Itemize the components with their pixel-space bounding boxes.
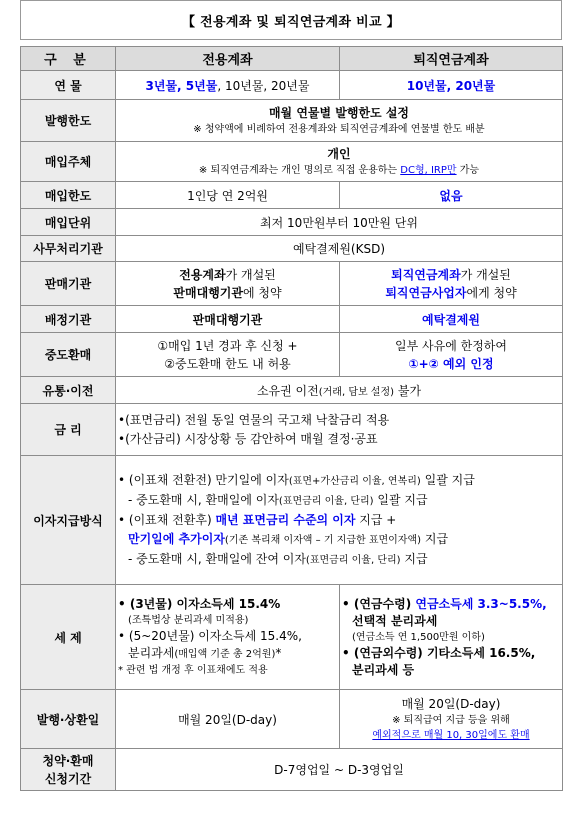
row-label: 판매기관: [21, 262, 116, 306]
row-application-period: [21, 749, 563, 791]
rate-value: •(표면금리) 전월 동일 연물의 국고채 낙찰금리 적용 •(가산금리) 시장상황 등 감안하여 매월 결정·공표: [116, 404, 563, 456]
row-label: 발행한도: [21, 100, 116, 142]
row-transfer: [21, 377, 563, 404]
early-redemption-pension: 일부 사유에 한정하여 ①+② 예외 인정: [340, 333, 563, 377]
row-label: 매입한도: [21, 182, 116, 209]
row-purchase-limit: [21, 182, 563, 209]
row-label: 연 물: [21, 71, 116, 100]
row-label: 중도환매: [21, 333, 116, 377]
row-issue-limit: [21, 100, 563, 142]
row-allocator: [21, 306, 563, 333]
maturity-pension: 10년물, 20년물: [340, 71, 563, 100]
unit-value: 최저 10만원부터 10만원 단위: [116, 209, 563, 236]
row-early-redemption: [21, 333, 563, 377]
document-title: 【 전용계좌 및 퇴직연금계좌 비교 】: [182, 14, 400, 30]
buyer-value: 개인 ※ 퇴직연금계좌는 개인 명의로 직접 운용하는 DC형, IRP만 가능: [116, 142, 563, 182]
comparison-table: [20, 46, 563, 791]
purchase-limit-dedicated: 1인당 연 2억원: [116, 182, 340, 209]
row-interest: [21, 456, 563, 585]
tax-pension: • (연금수령) 연금소득세 3.3~5.5%, 선택적 분리과세 (연금소득 연 1,500만원 이하) • (연금외수령) 기타소득세 16.5%, 분리과세 등: [340, 585, 563, 690]
issue-limit-value: 매월 연물별 발행한도 설정 ※ 청약액에 비례하여 전용계좌와 퇴직연금계좌에 연물별 한도 배분: [116, 100, 563, 142]
comparison-document: [20, 0, 562, 819]
row-maturity: [21, 71, 563, 100]
row-issue-redeem-date: [21, 690, 563, 749]
row-label: 청약·환매 신청기간: [21, 749, 116, 791]
allocator-dedicated: 판매대행기관: [116, 306, 340, 333]
seller-pension: 퇴직연금계좌가 개설된 퇴직연금사업자에게 청약: [340, 262, 563, 306]
purchase-limit-pension: 없음: [340, 182, 563, 209]
transfer-value: 소유권 이전(거래, 담보 설정) 불가: [116, 377, 563, 404]
header-dedicated-account: 전용계좌: [116, 47, 340, 71]
header-pension-account: 퇴직연금계좌: [340, 47, 563, 71]
row-unit: [21, 209, 563, 236]
seller-dedicated: 전용계좌가 개설된 판매대행기관에 청약: [116, 262, 340, 306]
issue-date-dedicated: 매월 20일(D-day): [116, 690, 340, 749]
dc-irp-link: DC형, IRP만: [400, 165, 457, 176]
row-label: 유통·이전: [21, 377, 116, 404]
row-label: 매입주체: [21, 142, 116, 182]
row-label: 금 리: [21, 404, 116, 456]
row-label: 매입단위: [21, 209, 116, 236]
title-bar: [20, 0, 562, 40]
maturity-dedicated: 3년물, 5년물, 10년물, 20년물: [116, 71, 340, 100]
interest-value: • (이표채 전환전) 만기일에 이자(표면+가산금리 이율, 연복리) 일괄 지급 - 중도환매 시, 환매일에 이자(표면금리 이율, 단리) 일괄 지급 • (이표채 전환후) 매년 표면금리 수준의 이자 지급 + 만기일에 추가이자(기존 복리채 이자액 – 기 지급한 표면이자액) 지급 - 중도환매 시, 환매일에 잔여 이자(표면금리 이율, 단리) 지급: [116, 456, 563, 585]
application-period-value: D-7영업일 ~ D-3영업일: [116, 749, 563, 791]
tax-dedicated: • (3년물) 이자소득세 15.4% (조특법상 분리과세 미적용) • (5~20년물) 이자소득세 15.4%, 분리과세(매입액 기준 총 2억원)* * 관련 법 개정 후 이표채에도 적용: [116, 585, 340, 690]
row-tax: [21, 585, 563, 690]
header-row: [21, 47, 563, 71]
early-redemption-dedicated: ①매입 1년 경과 후 신청 + ②중도환매 한도 내 허용: [116, 333, 340, 377]
row-label: 사무처리기관: [21, 236, 116, 262]
header-category: 구 분: [21, 47, 116, 71]
allocator-pension: 예탁결제원: [340, 306, 563, 333]
row-label: 발행·상환일: [21, 690, 116, 749]
row-label: 이자지급방식: [21, 456, 116, 585]
row-seller: [21, 262, 563, 306]
row-label: 세 제: [21, 585, 116, 690]
row-office: [21, 236, 563, 262]
row-buyer: [21, 142, 563, 182]
issue-date-pension: 매월 20일(D-day) ※ 퇴직급여 지급 등을 위해 예외적으로 매월 10, 30일에도 환매: [340, 690, 563, 749]
row-label: 배정기관: [21, 306, 116, 333]
office-value: 예탁결제원(KSD): [116, 236, 563, 262]
row-rate: [21, 404, 563, 456]
